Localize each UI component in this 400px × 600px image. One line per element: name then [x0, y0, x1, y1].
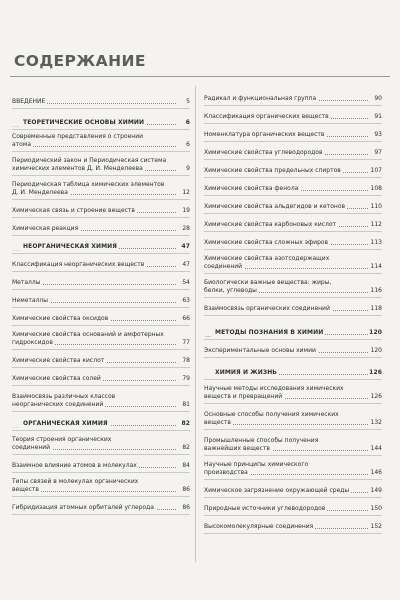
toc-entry	[12, 218, 190, 236]
toc-entry	[204, 106, 382, 124]
toc-entry	[12, 350, 190, 368]
toc-entry	[204, 480, 382, 498]
toc-entry-title: Промышленные способы получения важнейших веществ	[204, 437, 319, 452]
toc-entry	[12, 497, 190, 515]
title-rule	[10, 76, 390, 77]
toc-entry	[204, 232, 382, 250]
toc-entry-title: Взаимное влияние атомов в молекулах	[12, 462, 137, 469]
toc-page-number: 54	[182, 279, 190, 286]
toc-page-number: 118	[370, 305, 382, 312]
toc-page-number: 112	[370, 221, 382, 228]
toc-entry-title: Высокомолекулярные соединения	[204, 523, 314, 530]
toc-page-number: 91	[374, 113, 382, 120]
toc-section-heading	[204, 316, 382, 340]
toc-entry-title: Классификация органических веществ	[204, 113, 329, 120]
toc-section-heading	[12, 109, 190, 130]
toc-page-number: 82	[181, 420, 190, 427]
toc-entry	[204, 340, 382, 358]
toc-entry	[204, 430, 382, 456]
toc-page-number: 5	[186, 98, 190, 105]
toc-entry	[204, 142, 382, 160]
toc-page-number: 82	[182, 444, 190, 451]
toc-entry-title: Химическая связь и строение веществ	[12, 207, 135, 214]
toc-entry-title: ХИМИЯ И ЖИЗНЬ	[204, 369, 279, 376]
toc-entry	[204, 498, 382, 516]
toc-entry	[204, 88, 382, 106]
toc-page-number: 126	[369, 369, 382, 376]
toc-page-number: 9	[186, 165, 190, 172]
toc-entry	[12, 326, 190, 350]
toc-page-number: 150	[370, 505, 382, 512]
toc-page-number: 120	[369, 329, 382, 336]
toc-page-number: 113	[370, 239, 382, 246]
toc-page-number: 79	[182, 375, 190, 382]
toc-page-number: 77	[182, 339, 190, 346]
toc-entry-title: МЕТОДЫ ПОЗНАНИЯ В ХИМИИ	[204, 329, 325, 336]
toc-page-number: 110	[370, 203, 382, 210]
toc-entry-title: Взаимосвязь различных классов неорганических соединений	[12, 393, 116, 408]
toc-entry-title: Химические свойства углеводородов	[204, 149, 323, 156]
toc-page-number: 144	[370, 445, 382, 452]
toc-entry	[204, 274, 382, 298]
toc-entry-title: Номенклатура органических веществ	[204, 131, 325, 138]
toc-entry	[12, 368, 190, 386]
toc-entry	[204, 456, 382, 480]
toc-page-number: 97	[374, 149, 382, 156]
toc-entry-title: Химические свойства солей	[12, 375, 101, 382]
toc-page-number: 47	[181, 243, 190, 250]
toc-entry-title: Классификация неорганических веществ	[12, 261, 145, 268]
toc-entry	[204, 404, 382, 430]
toc-entry-title: Периодический закон и Периодическая система химических элементов Д. И. Менделеева	[12, 157, 167, 172]
toc-entry-title: Неметаллы	[12, 297, 48, 304]
toc-entry-title: Современные представления о строении атома	[12, 133, 144, 148]
toc-page-number: 86	[182, 504, 190, 511]
toc-page-number: 63	[182, 297, 190, 304]
toc-entry-title: Химическая реакция	[12, 225, 79, 232]
toc-page-number: 152	[370, 523, 382, 530]
toc-entry	[204, 178, 382, 196]
toc-entry-title: Химические свойства предельных спиртов	[204, 167, 341, 174]
dot-leader	[12, 146, 176, 147]
toc-entry	[12, 272, 190, 290]
toc-entry-title: ТЕОРЕТИЧЕСКИЕ ОСНОВЫ ХИМИИ	[12, 119, 146, 126]
toc-entry-title: Металлы	[12, 279, 41, 286]
toc-entry	[12, 130, 190, 152]
toc-entry	[12, 473, 190, 497]
toc-page-number: 12	[182, 189, 190, 196]
toc-entry	[204, 124, 382, 142]
toc-entry-title: Химическое загрязнение окружающей среды	[204, 487, 350, 494]
toc-section-heading	[204, 358, 382, 380]
toc-page-number: 93	[374, 131, 382, 138]
toc-page-number: 28	[182, 225, 190, 232]
toc-entry	[12, 455, 190, 473]
toc-entry	[12, 431, 190, 455]
toc-page-number: 116	[370, 287, 382, 294]
toc-entry-title: Химические свойства оксидов	[12, 315, 109, 322]
toc-page-number: 66	[182, 315, 190, 322]
toc-column-right	[204, 88, 382, 534]
toc-entry-title: Химические свойства кислот	[12, 357, 105, 364]
toc-page-number: 6	[186, 141, 190, 148]
toc-entry-title: Экспериментальные основы химии	[204, 347, 316, 354]
toc-entry-title: НЕОРГАНИЧЕСКАЯ ХИМИЯ	[12, 243, 119, 250]
toc-entry-title: Периодическая таблица химических элементов Д. И. Менделеева	[12, 181, 165, 196]
toc-entry-title: Основные способы получения химических веществ	[204, 411, 339, 426]
toc-entry	[204, 380, 382, 404]
toc-page-number: 132	[370, 419, 382, 426]
toc-page-number: 107	[370, 167, 382, 174]
toc-page-number: 126	[370, 393, 382, 400]
toc-entry-title: Химические свойства оснований и амфотерных гидроксидов	[12, 331, 164, 346]
toc-entry	[12, 254, 190, 272]
toc-page-number: 84	[182, 462, 190, 469]
toc-section-heading	[12, 236, 190, 254]
toc-page-number: 149	[370, 487, 382, 494]
toc-entry	[12, 386, 190, 412]
toc-entry	[204, 196, 382, 214]
toc-page-number: 78	[182, 357, 190, 364]
toc-entry-title: Химические свойства фенола	[204, 185, 299, 192]
toc-entry-title: Биологически важные вещества: жиры, белки, углеводы	[204, 279, 332, 294]
toc-page-number: 6	[185, 119, 190, 126]
toc-entry	[204, 298, 382, 316]
toc-page-number: 47	[182, 261, 190, 268]
toc-entry-title: Природные источники углеводородов	[204, 505, 326, 512]
toc-page-number: 19	[182, 207, 190, 214]
toc-entry-title: Теория строения органических соединений	[12, 436, 112, 451]
toc-section-heading	[12, 412, 190, 431]
toc-page-number: 108	[370, 185, 382, 192]
toc-page-number: 114	[370, 263, 382, 270]
toc-page-number: 86	[182, 486, 190, 493]
toc-entry	[12, 200, 190, 218]
toc-entry-title: Взаимосвязь органических соединений	[204, 305, 330, 312]
toc-page-number: 81	[182, 401, 190, 408]
toc-entry-title: Научные принципы химического производства	[204, 461, 309, 476]
toc-page-number: 90	[374, 95, 382, 102]
toc-entry-title: ВВЕДЕНИЕ	[12, 98, 46, 105]
toc-entry	[204, 250, 382, 274]
toc-entry	[204, 160, 382, 178]
toc-entry	[12, 152, 190, 176]
toc-entry	[204, 214, 382, 232]
toc-page-number: 120	[370, 347, 382, 354]
toc-page-number: 146	[370, 469, 382, 476]
toc-entry	[12, 308, 190, 326]
toc-entry-title: Химические свойства альдегидов и кетонов	[204, 203, 346, 210]
toc-entry-title: Химические свойства карбоновых кислот	[204, 221, 337, 228]
toc-entry-title: Радикал и функциональная группа	[204, 95, 317, 102]
toc-column-left	[12, 88, 190, 515]
toc-entry-title: Химические свойства сложных эфиров	[204, 239, 329, 246]
toc-entry	[204, 516, 382, 534]
toc-entry	[12, 88, 190, 109]
toc-entry-title: Химические свойства азотсодержащих соединений	[204, 255, 330, 270]
toc-entry	[12, 290, 190, 308]
page-title: СОДЕРЖАНИЕ	[14, 52, 146, 70]
toc-entry-title: Научные методы исследования химических веществ и превращений	[204, 385, 344, 400]
toc-entry-title: Гибридизация атомных орбиталей углерода	[12, 504, 154, 511]
toc-entry-title: ОРГАНИЧЕСКАЯ ХИМИЯ	[12, 420, 110, 427]
toc-entry-title: Типы связей в молекулах органических веществ	[12, 478, 139, 493]
toc-entry	[12, 176, 190, 200]
column-divider	[195, 86, 196, 562]
